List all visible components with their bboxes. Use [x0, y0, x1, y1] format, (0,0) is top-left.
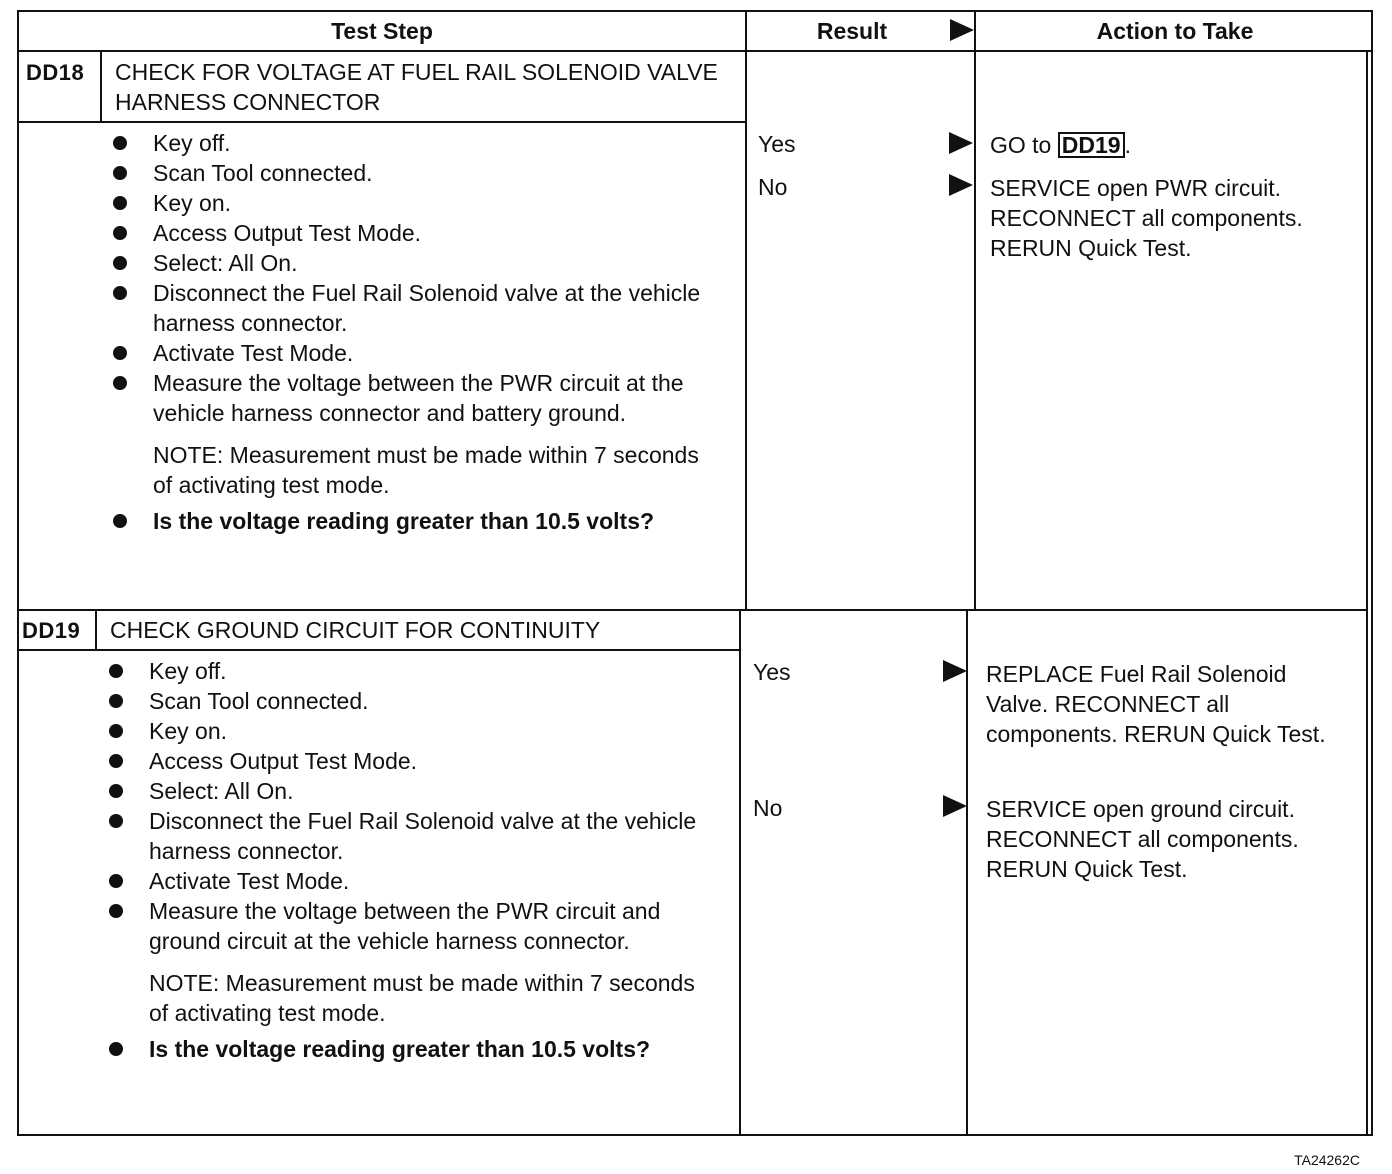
- arrow-icon: [949, 132, 973, 154]
- list-item: Disconnect the Fuel Rail Solenoid valve at the vehicle harness connector.: [113, 278, 713, 338]
- list-item: Key off.: [113, 128, 713, 158]
- bullet-icon: [113, 286, 127, 300]
- bullet-icon: [113, 226, 127, 240]
- arrow-icon: [943, 660, 967, 682]
- result-no-dd19: No: [753, 795, 783, 821]
- list-item: Select: All On.: [113, 248, 713, 278]
- bullet-icon: [109, 664, 123, 678]
- step-title-dd19: CHECK GROUND CIRCUIT FOR CONTINUITY: [110, 617, 601, 643]
- bullet-icon: [109, 724, 123, 738]
- bullet-icon: [113, 196, 127, 210]
- step-body-dd19: [109, 656, 709, 1064]
- bullet-icon: [113, 256, 127, 270]
- note-dd18: NOTE: Measurement must be made within 7 seconds of activating test mode.: [153, 442, 699, 498]
- header-result: Result: [816, 17, 888, 44]
- bullet-icon: [109, 814, 123, 828]
- result-no-dd18: No: [758, 174, 788, 200]
- step-list-dd18: [113, 128, 713, 428]
- arrow-icon: [949, 174, 973, 196]
- bullet-icon: [109, 904, 123, 918]
- bullet-icon: [113, 514, 127, 528]
- step-reference-dd19[interactable]: DD19: [1058, 132, 1125, 158]
- list-item: Access Output Test Mode.: [109, 746, 709, 776]
- header-arrow-icon: [950, 19, 974, 41]
- action-no-dd18: SERVICE open PWR circuit. RECONNECT all components. RERUN Quick Test.: [990, 175, 1303, 261]
- bullet-icon: [109, 784, 123, 798]
- header-rule: [17, 50, 1373, 52]
- step-id-dd19: DD19: [22, 618, 81, 643]
- column-divider: [739, 610, 741, 1135]
- bullet-icon: [113, 346, 127, 360]
- bullet-icon: [109, 1042, 123, 1056]
- header-test-step: Test Step: [331, 17, 433, 44]
- step-body-dd18: [113, 128, 713, 536]
- step-divider: [17, 609, 1367, 611]
- list-item: Key off.: [109, 656, 709, 686]
- list-item: Measure the voltage between the PWR circuit and ground circuit at the vehicle harness connector.: [109, 896, 709, 956]
- step-id-divider: [95, 610, 97, 650]
- action-no-dd19: SERVICE open ground circuit. RECONNECT all components. RERUN Quick Test.: [986, 796, 1299, 882]
- step-title-dd18: CHECK FOR VOLTAGE AT FUEL RAIL SOLENOID VALVE HARNESS CONNECTOR: [115, 59, 718, 115]
- list-item: Key on.: [109, 716, 709, 746]
- list-item: Select: All On.: [109, 776, 709, 806]
- figure-id: TA24262C: [1294, 1152, 1360, 1168]
- list-item: Measure the voltage between the PWR circuit at the vehicle harness connector and battery ground.: [113, 368, 713, 428]
- step-id-divider: [100, 52, 102, 122]
- result-yes-dd18: Yes: [758, 131, 796, 157]
- question-dd18: Is the voltage reading greater than 10.5 volts?: [113, 506, 713, 536]
- question-list-dd18: [113, 506, 713, 536]
- step-id-dd18: DD18: [26, 60, 85, 85]
- step-title-rule: [17, 649, 740, 651]
- header-action: Action to Take: [1096, 17, 1254, 44]
- bullet-icon: [109, 754, 123, 768]
- list-item: Scan Tool connected.: [113, 158, 713, 188]
- column-divider: [974, 10, 976, 610]
- question-list-dd19: [109, 1034, 709, 1064]
- list-item: Activate Test Mode.: [109, 866, 709, 896]
- step-title-rule: [17, 121, 747, 123]
- column-divider: [966, 610, 968, 1135]
- list-item: Disconnect the Fuel Rail Solenoid valve at the vehicle harness connector.: [109, 806, 709, 866]
- bullet-icon: [109, 694, 123, 708]
- action-yes-dd19: REPLACE Fuel Rail Solenoid Valve. RECONNECT all components. RERUN Quick Test.: [986, 661, 1326, 747]
- list-item: Access Output Test Mode.: [113, 218, 713, 248]
- action-yes-dd18: GO to DD19 .: [990, 132, 1131, 158]
- step-list-dd19: [109, 656, 709, 956]
- list-item: Activate Test Mode.: [113, 338, 713, 368]
- column-divider: [745, 10, 747, 610]
- column-divider: [1366, 52, 1368, 1135]
- list-item: Key on.: [113, 188, 713, 218]
- question-dd19: Is the voltage reading greater than 10.5 volts?: [109, 1034, 709, 1064]
- bullet-icon: [113, 136, 127, 150]
- bullet-icon: [113, 376, 127, 390]
- note-dd19: NOTE: Measurement must be made within 7 seconds of activating test mode.: [149, 970, 695, 1026]
- bullet-icon: [113, 166, 127, 180]
- result-yes-dd19: Yes: [753, 659, 791, 685]
- bullet-icon: [109, 874, 123, 888]
- arrow-icon: [943, 795, 967, 817]
- list-item: Scan Tool connected.: [109, 686, 709, 716]
